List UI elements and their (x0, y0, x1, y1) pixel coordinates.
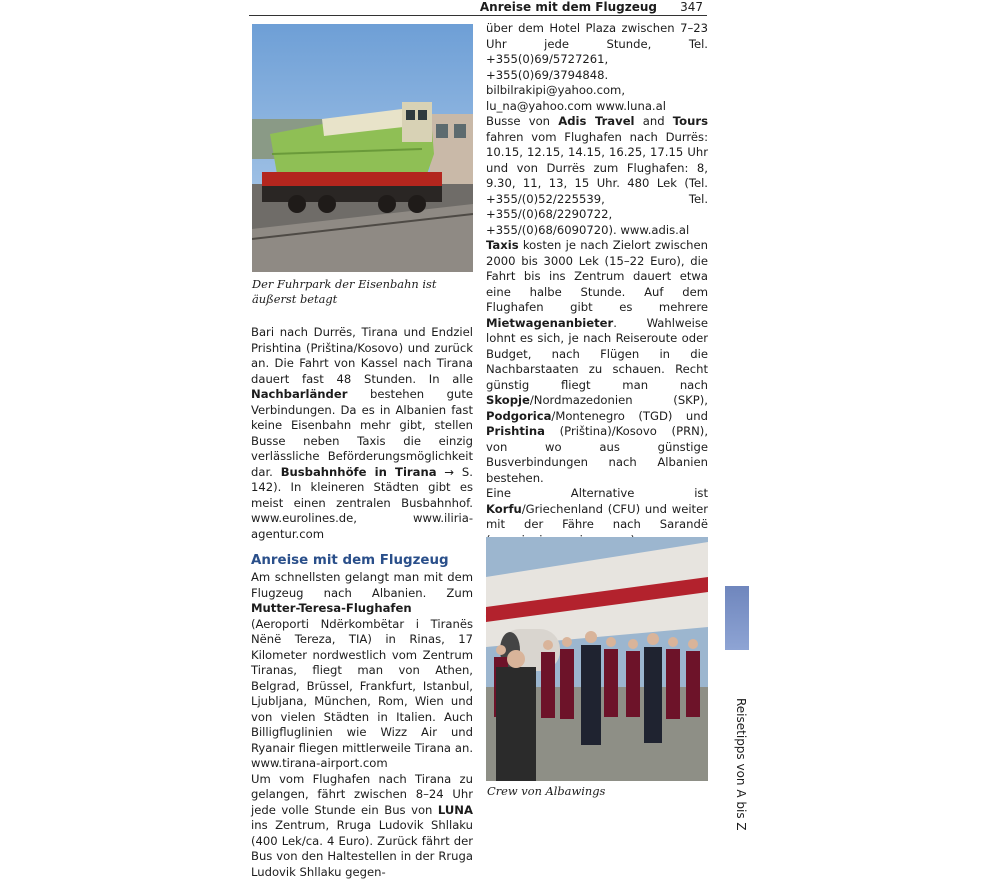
paragraph-airport-bus: Um vom Flughafen nach Tirana zu gelangen, fährt zwischen 8–24 Uhr jede volle Stunde ein Bus von LUNA ins Zentrum, Rruga Ludovik Shllaku (400 Lek/ca. 4 Euro). Zurück fährt der Bus von den Haltestellen in der Rruga Ludovik Shllaku gegen- (251, 772, 473, 880)
paragraph-contacts: bilbilrakipi@yahoo.com, lu_na@yahoo.com www.luna.al (486, 83, 708, 114)
paragraph-trains: Bari nach Durrës, Tirana und Endziel Prishtina (Priština/Kosovo) und zurück an. Die Fahrt von Kassel nach Tirana dauert fast 48 Stunden. In alle Nachbarländer bestehen gute Verbindungen. Da es in Albanien fast keine Eisenbahn mehr gibt, stellen Busse neben Taxis die einzig verlässliche Beförderungsmöglichkeit dar. Busbahnhöfe in Tirana → S. 142). In kleineren Städten gibt es meist einen zentralen Busbahnhof. www.eurolines.de, www.iliria-agentur.com (251, 325, 473, 542)
paragraph-airport: Am schnellsten gelangt man mit dem Flugzeug nach Albanien. Zum Mutter-Teresa-Flughafen (Aeroporti Ndërkombëtar i Tiranës Nënë Tereza, TIA) in Rinas, 17 Kilometer nordwestlich vom Zentrum Tiranas, fliegt man von Athen, Belgrad, Brüssel, Frankfurt, Istanbul, Ljubljana, München, Rom, Wien und von vielen Städten in Italien. Auch Billigfluglinien wie Wizz Air und Ryanair fliegen mittlerweile Tirana an. www.tirana-airport.com (251, 570, 473, 772)
book-page (249, 0, 749, 800)
page-number: 347 (680, 0, 703, 14)
section-thumb-tab (725, 586, 749, 650)
paragraph-corfu: Eine Alternative ist Korfu/Griechenland (CFU) und weiter mit der Fähre nach Sarandë (486, 486, 708, 548)
paragraph-adis-travel: Busse von Adis Travel and Tours fahren vom Flughafen nach Durrës: 10.15, 12.15, 14.15, 16.25, 17.15 Uhr und von Durrës zum Flughafen: 8, 9.30, 11, 13, 15 Uhr. 480 Lek (Tel. +355/(0)52/225539, Tel. +355/(0)68/2290722, +355/(0)68/6090720). www.adis.al (486, 114, 708, 238)
heading-flight-arrival: Anreise mit dem Flugzeug (251, 552, 473, 570)
crew-photo-caption: Crew von Albawings (487, 784, 709, 799)
crew-illustration (486, 537, 708, 781)
running-header (249, 0, 707, 16)
crew-photo (486, 537, 708, 781)
locomotive-photo (252, 24, 473, 272)
paragraph-taxis: Taxis kosten je nach Zielort zwischen 2000 bis 3000 Lek (15–22 Euro), die Fahrt bis ins Zentrum dauert etwa eine halbe Stunde. Auf dem Flughafen gibt es mehrere Mietwagenanbieter. Wahlweise lohnt es sich, je nach Reiseroute oder Budget, nach Flügen in die Nachbarstaaten zu schauen. Recht günstig fliegt man nach Skopje/Nordmazedonien (SKP), Podgorica/Montenegro (TGD) und Prishtina (Priština)/Kosovo (PRN), von wo aus günstige Busverbindungen nach Albanien bestehen. (486, 238, 708, 486)
locomotive-illustration (252, 24, 473, 272)
paragraph-bus-return: über dem Hotel Plaza zwischen 7–23 Uhr jede Stunde, Tel. +355(0)69/5727261, +355(0)69/3794848. (486, 21, 708, 83)
running-header-title: Anreise mit dem Flugzeug (480, 0, 657, 14)
section-side-label: Reisetipps von A bis Z (728, 698, 748, 762)
left-column (251, 325, 473, 880)
locomotive-photo-caption: Der Fuhrpark der Eisenbahn ist äußerst betagt (252, 277, 474, 307)
